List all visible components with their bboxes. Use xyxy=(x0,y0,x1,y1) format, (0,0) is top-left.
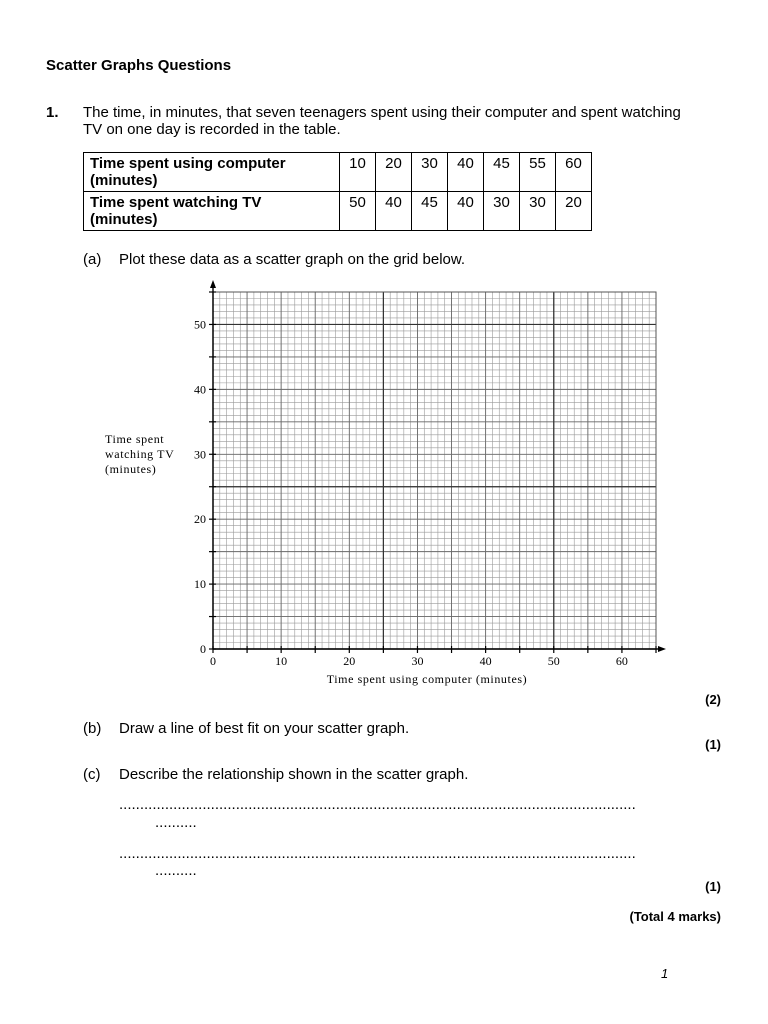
page-number: 1 xyxy=(661,966,669,981)
table-cell: 10 xyxy=(340,153,376,192)
scatter-graph[interactable] xyxy=(0,280,768,690)
table-cell: 40 xyxy=(448,153,484,192)
table-cell: 45 xyxy=(412,192,448,231)
x-tick-label: 0 xyxy=(210,654,216,668)
x-tick-label: 20 xyxy=(343,654,356,668)
total-marks: (Total 4 marks) xyxy=(629,909,721,924)
x-axis-label: Time spent using computer (minutes) xyxy=(326,672,528,686)
table-cell: 55 xyxy=(520,153,556,192)
part-a-text: Plot these data as a scatter graph on the grid below. xyxy=(119,251,466,268)
part-b-marks: (1) xyxy=(705,737,721,752)
page-title: Scatter Graphs Questions xyxy=(46,57,232,74)
part-c-text: Describe the relationship shown in the scatter graph. xyxy=(119,766,469,783)
row-header-computer: Time spent using computer (minutes) xyxy=(84,153,340,192)
table-cell: 20 xyxy=(556,192,592,231)
x-tick-label: 60 xyxy=(615,654,628,668)
question-number: 1. xyxy=(46,104,59,121)
part-a-marks: (2) xyxy=(705,692,721,707)
y-axis-arrow xyxy=(210,280,216,288)
question-text: The time, in minutes, that seven teenagers spent using their computer and spent watching TV on one day is recorded in the table. xyxy=(83,104,681,138)
y-axis-label-line: watching TV xyxy=(105,447,175,461)
table-cell: 30 xyxy=(484,192,520,231)
y-tick-label: 0 xyxy=(200,642,206,656)
table-cell: 50 xyxy=(340,192,376,231)
y-axis-label-line: (minutes) xyxy=(105,462,157,476)
table-cell: 45 xyxy=(484,153,520,192)
graph-grid-major xyxy=(213,292,656,649)
x-tick-label: 50 xyxy=(547,654,560,668)
graph-ticks xyxy=(209,292,656,653)
part-b-label: (b) xyxy=(83,720,102,737)
data-table xyxy=(83,152,592,231)
table-cell: 40 xyxy=(376,192,412,231)
answer-line[interactable]: ............................................................................................................................ xyxy=(119,845,636,862)
part-c-marks: (1) xyxy=(705,879,721,894)
x-axis-arrow xyxy=(658,646,666,652)
y-tick-label: 50 xyxy=(194,317,206,332)
table-row xyxy=(84,192,592,231)
y-tick-label: 40 xyxy=(194,382,206,397)
graph-grid-minor xyxy=(213,292,656,649)
row-header-tv: Time spent watching TV (minutes) xyxy=(84,192,340,231)
part-a-label: (a) xyxy=(83,251,102,268)
table-cell: 40 xyxy=(448,192,484,231)
y-tick-label: 10 xyxy=(194,577,206,592)
x-tick-label: 10 xyxy=(275,654,288,668)
answer-line-continuation: .......... xyxy=(155,862,197,879)
y-tick-label: 30 xyxy=(194,447,206,462)
table-row xyxy=(84,153,592,192)
x-tick-label: 30 xyxy=(411,654,424,668)
part-b-text: Draw a line of best fit on your scatter graph. xyxy=(119,720,410,737)
table-cell: 60 xyxy=(556,153,592,192)
answer-line-continuation: .......... xyxy=(155,814,197,831)
y-tick-label: 20 xyxy=(194,512,206,527)
grid-border xyxy=(213,292,656,649)
table-cell: 30 xyxy=(412,153,448,192)
table-cell: 30 xyxy=(520,192,556,231)
answer-line[interactable]: ............................................................................................................................ xyxy=(119,796,636,813)
part-c-label: (c) xyxy=(83,766,101,783)
table-cell: 20 xyxy=(376,153,412,192)
x-tick-label: 40 xyxy=(479,654,492,668)
y-axis-label-line: Time spent xyxy=(105,432,165,446)
